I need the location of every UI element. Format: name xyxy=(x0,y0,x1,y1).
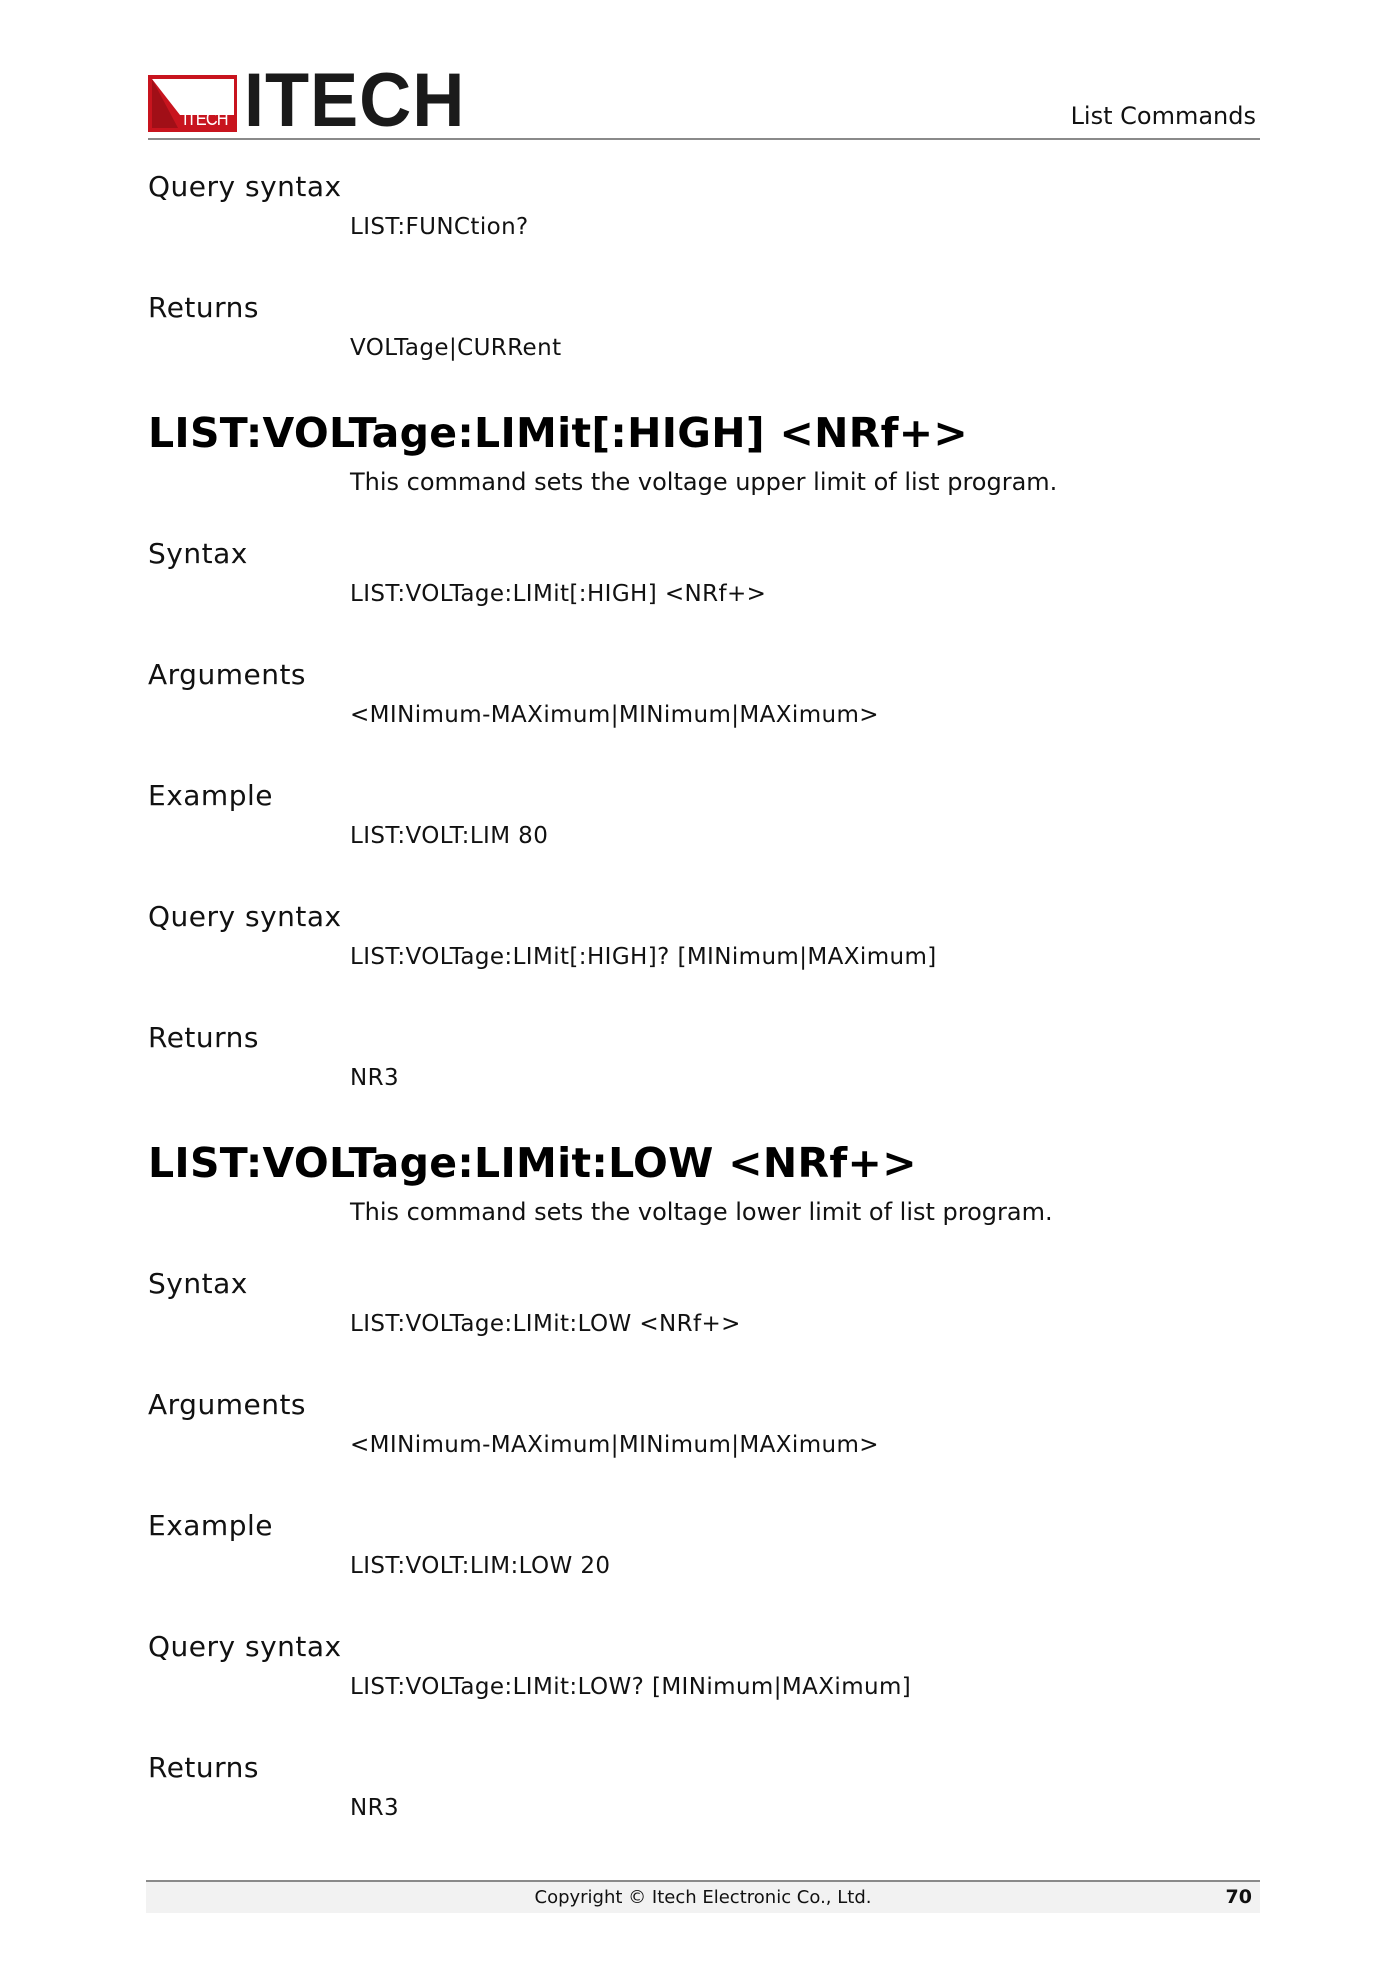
query-syntax-value: LIST:VOLTage:LIMit[:HIGH]? [MINimum|MAXimum] xyxy=(350,944,937,970)
syntax-label: Syntax xyxy=(148,537,248,570)
returns-label: Returns xyxy=(148,291,260,324)
command-block xyxy=(148,1135,1260,1825)
section-title: List Commands xyxy=(1070,102,1256,130)
copyright-text: Copyright © Itech Electronic Co., Ltd. xyxy=(534,1887,872,1908)
query-syntax-label: Query syntax xyxy=(148,1630,342,1663)
arguments-label: Arguments xyxy=(148,1388,307,1421)
page-content xyxy=(148,168,1260,1825)
command-title: LIST:VOLTage:LIMit[:HIGH] <NRf+> xyxy=(148,409,969,457)
example-value: LIST:VOLT:LIM 80 xyxy=(350,823,549,849)
returns-value: VOLTage|CURRent xyxy=(350,335,562,361)
syntax-value: LIST:VOLTage:LIMit:LOW <NRf+> xyxy=(350,1311,741,1337)
arguments-value: <MINimum-MAXimum|MINimum|MAXimum> xyxy=(350,1432,879,1458)
command-description: This command sets the voltage lower limit of list program. xyxy=(350,1198,1053,1226)
page-number: 70 xyxy=(1225,1886,1252,1908)
query-syntax-label: Query syntax xyxy=(148,170,342,203)
syntax-value: LIST:VOLTage:LIMit[:HIGH] <NRf+> xyxy=(350,581,767,607)
page-footer xyxy=(146,1880,1260,1913)
intro-block xyxy=(148,168,1260,365)
itech-logo xyxy=(148,57,477,143)
returns-value: NR3 xyxy=(350,1065,400,1091)
query-syntax-label: Query syntax xyxy=(148,900,342,933)
syntax-label: Syntax xyxy=(148,1267,248,1300)
command-description: This command sets the voltage upper limit of list program. xyxy=(350,468,1058,496)
arguments-value: <MINimum-MAXimum|MINimum|MAXimum> xyxy=(350,702,879,728)
example-value: LIST:VOLT:LIM:LOW 20 xyxy=(350,1553,611,1579)
logo-badge-text: ITECH xyxy=(183,109,228,130)
logo-wordmark: ITECH xyxy=(244,57,466,143)
returns-label: Returns xyxy=(148,1751,260,1784)
example-label: Example xyxy=(148,779,273,812)
query-syntax-value: LIST:VOLTage:LIMit:LOW? [MINimum|MAXimum] xyxy=(350,1674,912,1700)
returns-value: NR3 xyxy=(350,1795,400,1821)
command-block xyxy=(148,405,1260,1095)
returns-label: Returns xyxy=(148,1021,260,1054)
command-title: LIST:VOLTage:LIMit:LOW <NRf+> xyxy=(148,1139,917,1187)
page-header xyxy=(148,57,1260,143)
arguments-label: Arguments xyxy=(148,658,307,691)
logo-badge xyxy=(148,75,237,132)
example-label: Example xyxy=(148,1509,273,1542)
query-syntax-value: LIST:FUNCtion? xyxy=(350,214,529,240)
